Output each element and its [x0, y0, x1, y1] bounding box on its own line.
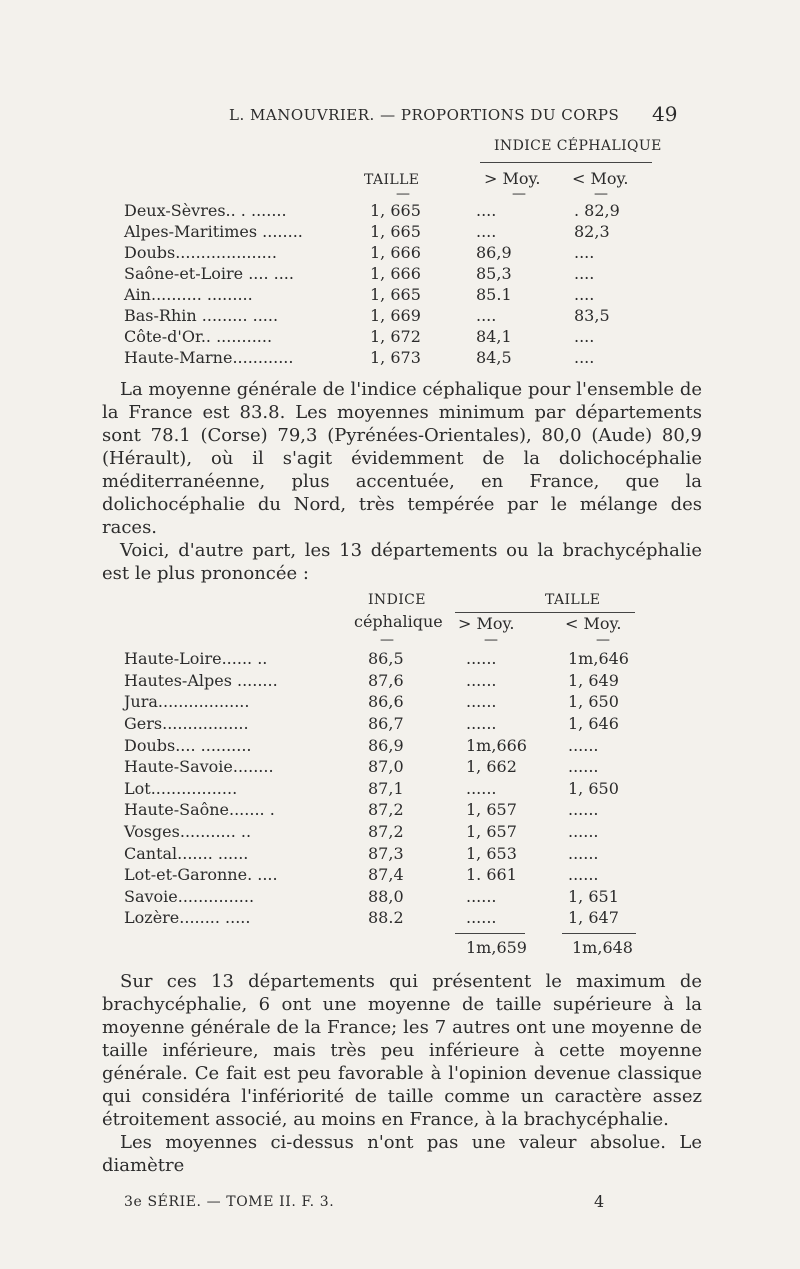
table-row: Haute-Savoie........ 87,0 1, 662 ...... — [124, 757, 599, 777]
table-row: Hautes-Alpes ........ 87,6 ...... 1, 649 — [124, 670, 619, 690]
table1 — [124, 200, 620, 368]
table2-total-inf: 1m,648 — [572, 938, 633, 957]
table-row: Doubs.................... 1, 666 86,9 .... — [124, 243, 595, 262]
paragraph: Sur ces 13 départements qui présentent le maximum de brachycéphalie, 6 ont une moyenne de taille supérieure à la moyenne générale de la France; les 7 autres ont une moyenne de taille inférieure, mais très peu inférieure à cette moyenne générale. Ce fait est peu favorable à l'opinion devenue classique qui considéra l'infériorité de taille comme un caractère assez étroitement associé, au moins en France, à la brachycéphalie. — [102, 971, 702, 1130]
table2-group-header: TAILLE — [545, 592, 601, 608]
body-text-1 — [102, 378, 702, 585]
table-row: Lozère........ ..... 88.2 ...... 1, 647 — [124, 908, 619, 928]
footer-series: 3e SÉRIE. — TOME II. F. 3. — [124, 1194, 335, 1210]
table-row: Lot................. 87,1 ...... 1, 650 — [124, 778, 619, 798]
paragraph: La moyenne générale de l'indice céphalique pour l'ensemble de la France est 83.8. Les moyennes minimum par départements sont 78.1 (Corse) 79,3 (Pyrénées-Orientales), 80,0 (Aude) 80,9 (Hérault), où il s'agit évidemment de la dolichocéphalie méditerranéenne, plus accentuée, en France, que la dolichocéphalie du Nord, très tempérée par le mélange des races. — [102, 379, 702, 538]
paragraph: Voici, d'autre part, les 13 départements ou la brachycéphalie est le plus prononcée : — [102, 540, 702, 584]
table-row: Doubs.... .......... 86,9 1m,666 ...... — [124, 735, 599, 755]
table-row: Bas-Rhin ......... ..... 1, 669 .... 83,5 — [124, 306, 610, 325]
table-row: Saône-et-Loire .... .... 1, 666 85,3 .... — [124, 264, 595, 283]
table-row: Lot-et-Garonne. .... 87,4 1. 661 ...... — [124, 865, 599, 885]
table2-group-rule — [455, 612, 635, 613]
table-row: Cantal....... ...... 87,3 1, 653 ...... — [124, 843, 599, 863]
table2-col-indice: INDICE — [368, 592, 426, 608]
table1-col-sup: > Moy. — [484, 169, 541, 188]
total-rule-inf — [562, 933, 636, 934]
paragraph: Les moyennes ci-dessus n'ont pas une valeur absolue. Le diamètre — [102, 1132, 702, 1176]
page-number: 49 — [652, 102, 678, 126]
table2-dash: — — [484, 632, 498, 648]
table-row: Côte-d'Or.. ........... 1, 672 84,1 .... — [124, 327, 595, 346]
table1-dash: — — [512, 186, 526, 202]
table-row: Deux-Sèvres.. . ....... 1, 665 .... . 82,9 — [124, 201, 620, 220]
table2-col-inf: < Moy. — [565, 614, 622, 633]
table1-group-rule — [480, 162, 652, 163]
table1-dash: — — [396, 186, 410, 202]
table-row: Jura.................. 86,6 ...... 1, 650 — [124, 692, 619, 712]
table1-col-taille: TAILLE — [364, 172, 420, 188]
table2-dash: — — [596, 632, 610, 648]
table-row: Gers................. 86,7 ...... 1, 646 — [124, 714, 619, 734]
table2-total-sup: 1m,659 — [466, 938, 527, 957]
table-row: Vosges........... .. 87,2 1, 657 ...... — [124, 822, 599, 842]
table-row: Haute-Marne............ 1, 673 84,5 .... — [124, 348, 595, 367]
body-text-2 — [102, 970, 702, 1177]
footer-signature: 4 — [594, 1192, 605, 1211]
table2-col-sup: > Moy. — [458, 614, 515, 633]
total-rule-sup — [455, 933, 525, 934]
table2 — [124, 648, 629, 929]
table-row: Haute-Loire...... .. 86,5 ...... 1m,646 — [124, 649, 629, 669]
table2-dash: — — [380, 632, 394, 648]
table-row: Alpes-Maritimes ........ 1, 665 .... 82,3 — [124, 222, 610, 241]
table1-group-header: INDICE CÉPHALIQUE — [494, 138, 662, 154]
table-row: Haute-Saône....... . 87,2 1, 657 ...... — [124, 800, 599, 820]
table-row: Savoie............... 88,0 ...... 1, 651 — [124, 886, 619, 906]
table-row: Ain.......... ......... 1, 665 85.1 .... — [124, 285, 595, 304]
table1-col-inf: < Moy. — [572, 169, 629, 188]
table1-dash: — — [594, 186, 608, 202]
table2-col-indice-sub: céphalique — [354, 612, 443, 631]
running-title: L. MANOUVRIER. — PROPORTIONS DU CORPS — [229, 106, 620, 124]
